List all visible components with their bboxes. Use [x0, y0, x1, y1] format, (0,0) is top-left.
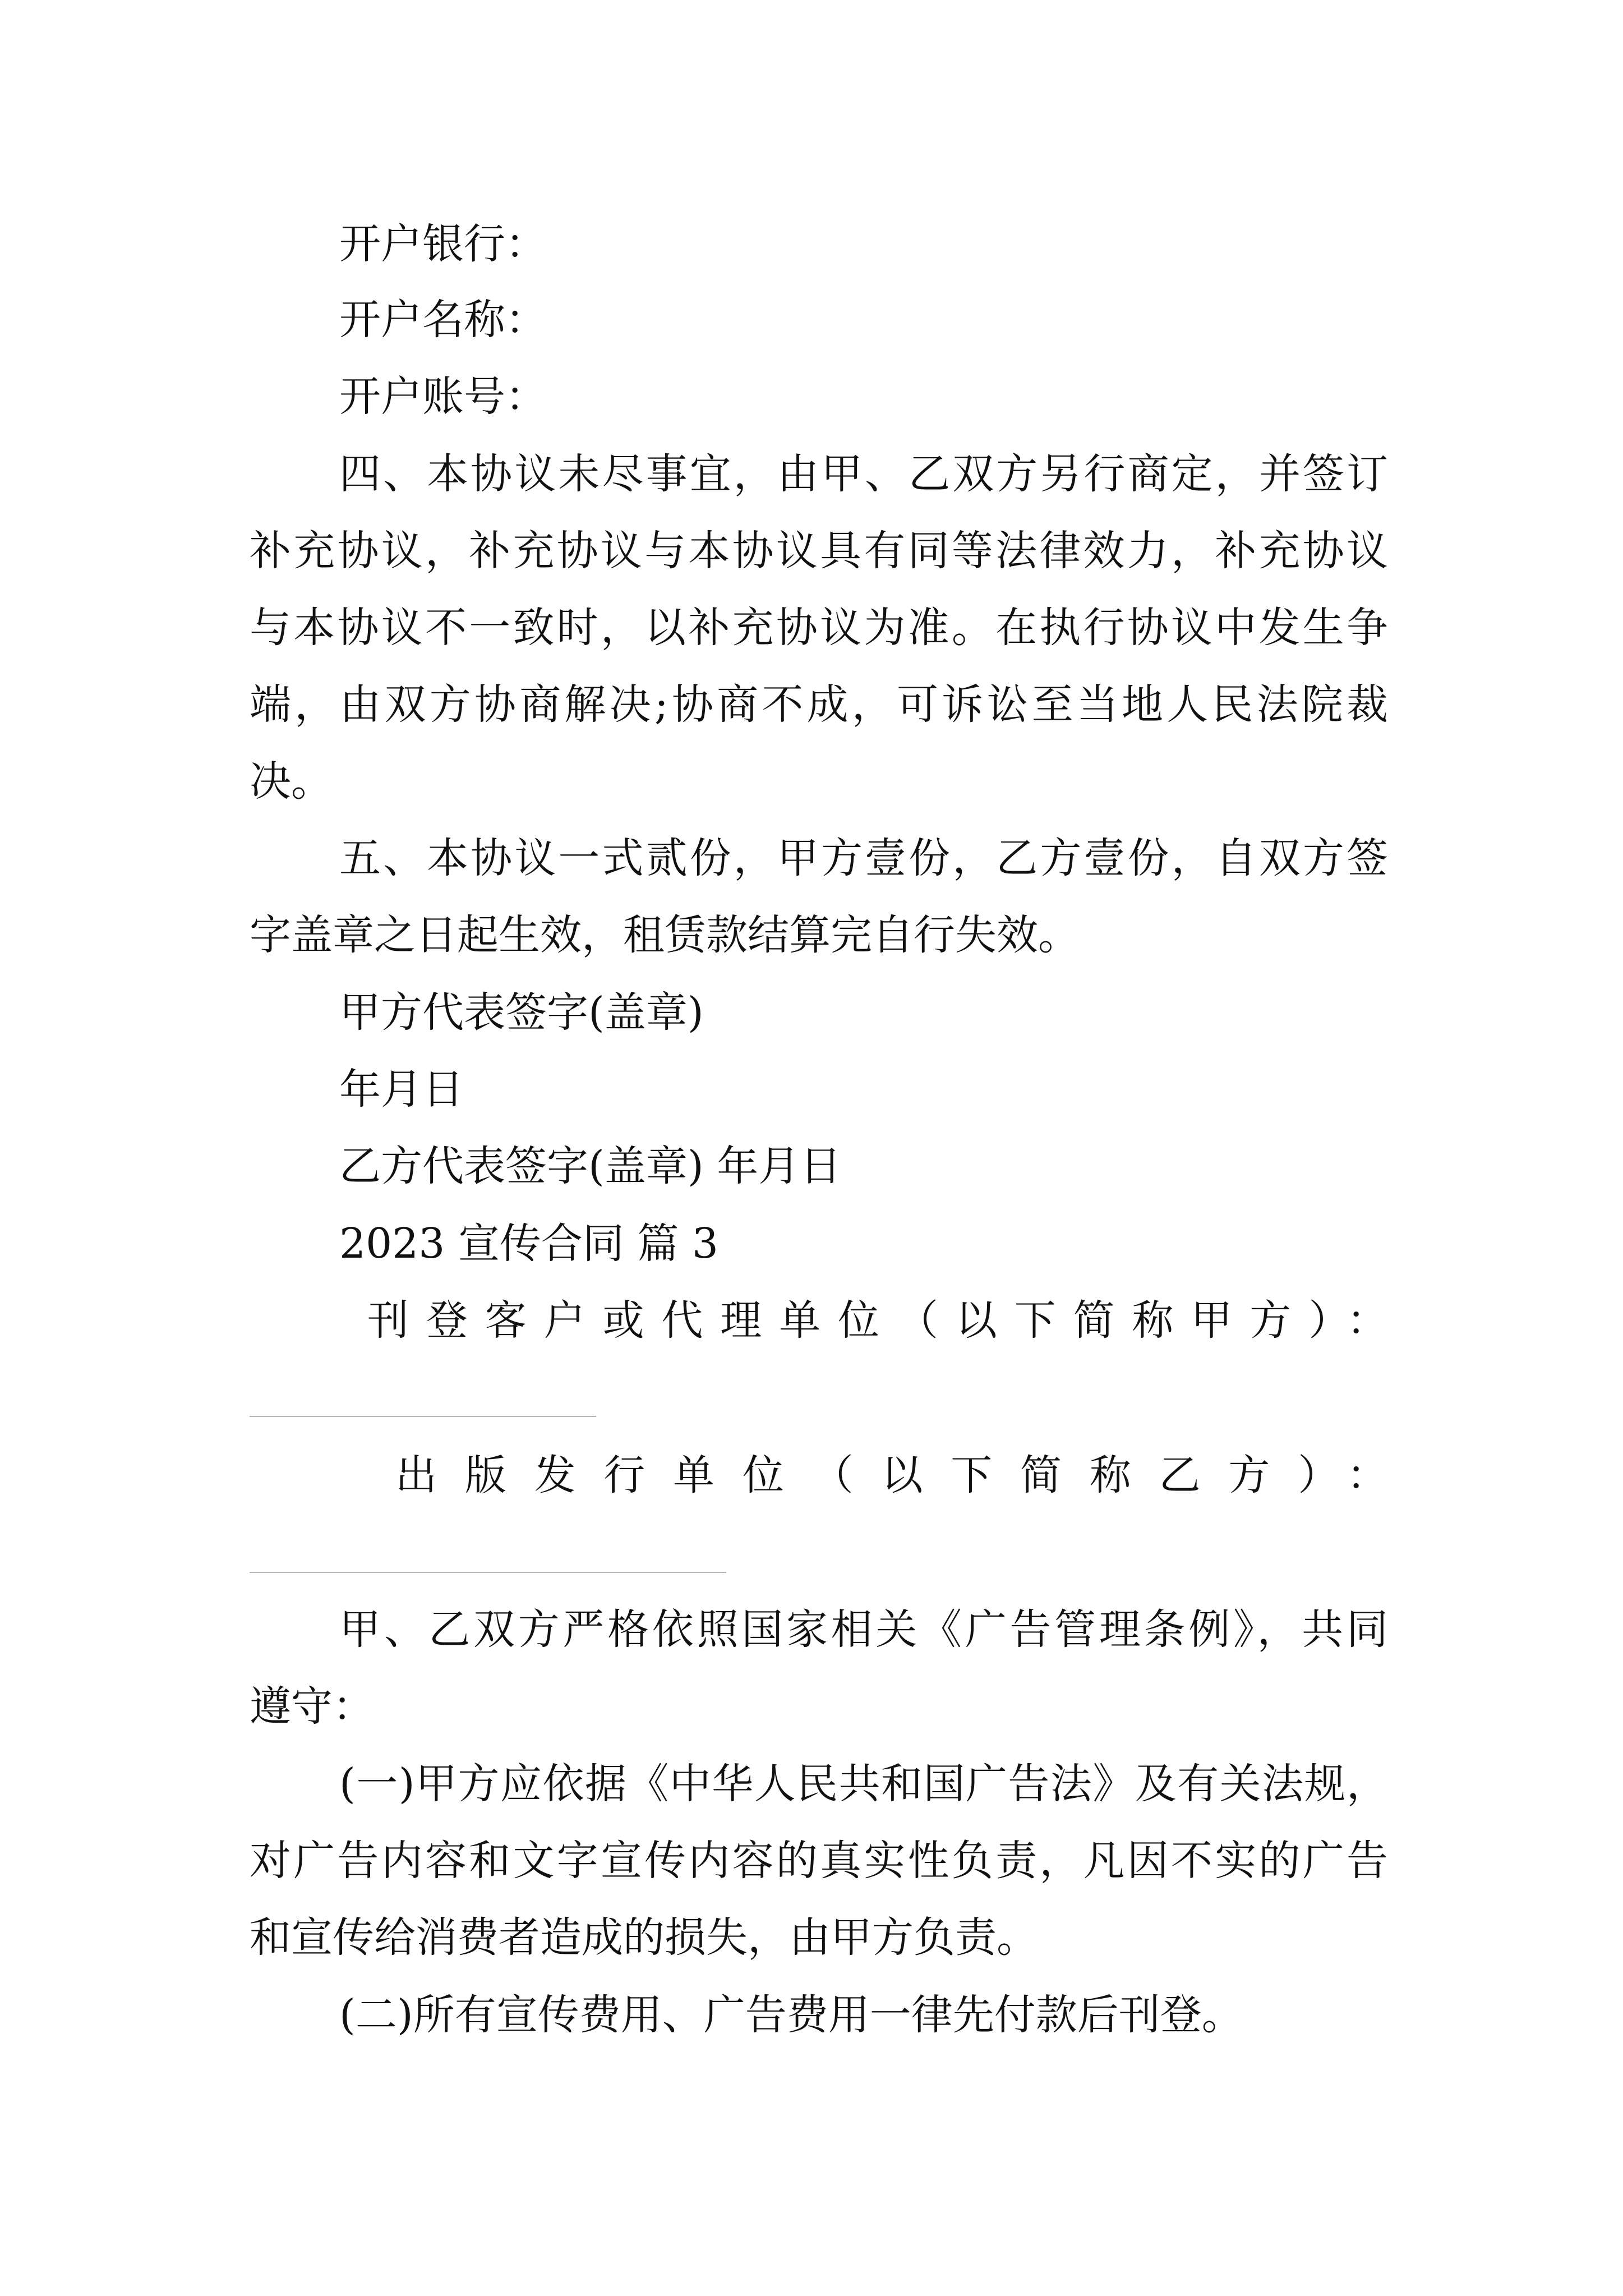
account-number-line: 开户账号：	[339, 372, 547, 421]
account-name-line: 开户名称：	[339, 296, 547, 344]
item2-line: (二)所有宣传费用、广告费用一律先付款后刊登。	[339, 1991, 1243, 2039]
section-title: 2023 宣传合同 篇 3	[339, 1220, 718, 1268]
party-b-label: 出版发行单位（以下简称乙方）：	[395, 1451, 1388, 1499]
intro-line-2: 遵守：	[250, 1682, 374, 1731]
party-b-signature: 乙方代表签字(盖章) 年月日	[339, 1142, 842, 1190]
party-a-label: 刊登客户或代理单位（以下简称甲方）：	[367, 1296, 1388, 1345]
party-a-date: 年月日	[339, 1065, 464, 1114]
party-b-blank-line	[250, 1572, 726, 1573]
clause5-line-2: 字盖章之日起生效，租赁款结算完自行失效。	[250, 911, 1080, 959]
intro-line-1: 甲、乙双方严格依照国家相关《广告管理条例》，共同	[339, 1605, 1388, 1654]
item1-line-2: 对广告内容和文字宣传内容的真实性负责，凡因不实的广告	[250, 1837, 1388, 1885]
clause4-line-5: 决。	[250, 757, 333, 806]
item1-line-3: 和宣传给消费者造成的损失，由甲方负责。	[250, 1913, 1038, 1962]
party-a-blank-line	[250, 1416, 596, 1417]
item1-line-1: (一)甲方应依据《中华人民共和国广告法》及有关法规，	[339, 1760, 1388, 1808]
clause5-line-1: 五、本协议一式贰份，甲方壹份，乙方壹份，自双方签	[339, 834, 1388, 882]
clause4-line-2: 补充协议，补充协议与本协议具有同等法律效力，补充协议	[250, 527, 1388, 575]
clause4-line-4: 端，由双方协商解决;协商不成，可诉讼至当地人民法院裁	[250, 680, 1388, 729]
bank-name-line: 开户银行：	[339, 220, 547, 268]
clause4-line-3: 与本协议不一致时，以补充协议为准。在执行协议中发生争	[250, 604, 1388, 652]
clause4-line-1: 四、本协议未尽事宜，由甲、乙双方另行商定，并签订	[339, 450, 1388, 498]
party-a-signature: 甲方代表签字(盖章)	[339, 988, 704, 1037]
